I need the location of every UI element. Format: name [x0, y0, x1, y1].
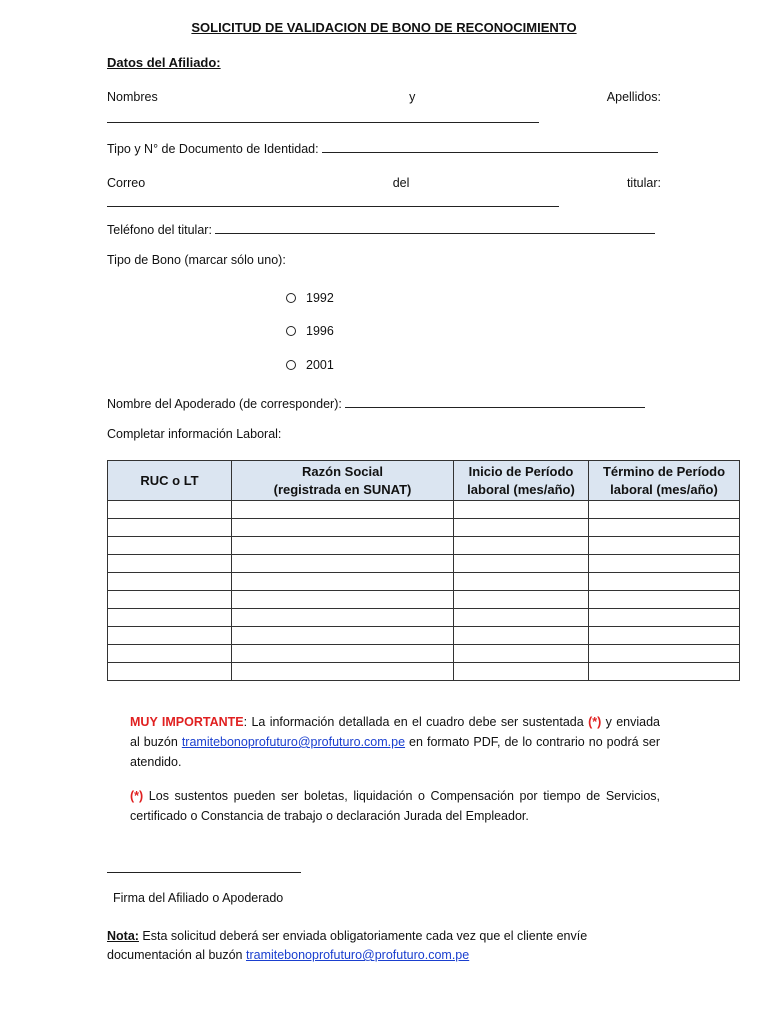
radio-circle-icon[interactable]	[286, 293, 296, 303]
header-termino-periodo: Término de Período laboral (mes/año)	[589, 461, 740, 501]
table-cell[interactable]	[232, 537, 454, 555]
table-cell[interactable]	[454, 519, 589, 537]
support-marker: (*)	[130, 789, 144, 803]
table-cell[interactable]	[232, 573, 454, 591]
bond-option-label: 1992	[306, 291, 334, 305]
footer-note: Nota: Esta solicitud deberá ser enviada obligatoriamente cada vez que el cliente envíe documentación al buzón tramitebonoprofuturo@profuturo.com.pe	[107, 929, 588, 962]
attorney-label: Nombre del Apoderado (de corresponder):	[107, 397, 342, 411]
document-row	[107, 142, 658, 156]
names-field[interactable]	[107, 122, 539, 123]
table-cell[interactable]	[589, 609, 740, 627]
table-cell[interactable]	[454, 609, 589, 627]
header-ruc: RUC o LT	[108, 461, 232, 501]
table-row	[108, 627, 740, 645]
table-body	[108, 501, 740, 681]
table-cell[interactable]	[108, 555, 232, 573]
names-label: Nombres	[107, 90, 158, 104]
email-link[interactable]: tramitebonoprofuturo@profuturo.com.pe	[181, 735, 406, 749]
table-row	[108, 501, 740, 519]
table-cell[interactable]	[589, 555, 740, 573]
table-row	[108, 609, 740, 627]
email-connector: del	[392, 176, 410, 190]
table-cell[interactable]	[589, 573, 740, 591]
important-note: MUY IMPORTANTE: La información detallada en el cuadro debe ser sustentada (*) y enviada al buzón tramitebonoprofuturo@profuturo.com.pe en formato PDF, de lo contrario no podrá ser atendido.	[130, 715, 661, 769]
signature-label: Firma del Afiliado o Apoderado	[113, 891, 284, 905]
table-cell[interactable]	[589, 627, 740, 645]
table-cell[interactable]	[589, 537, 740, 555]
email-row	[107, 176, 661, 190]
labor-info-label: Completar información Laboral:	[107, 427, 282, 441]
table-row	[108, 645, 740, 663]
important-label: MUY IMPORTANTE	[130, 715, 244, 729]
table-cell[interactable]	[108, 645, 232, 663]
support-note: (*) Los sustentos pueden ser boletas, liquidación o Compensación por tiempo de Servicios, certificado o Constancia de trabajo o declaración Jurada del Empleador.	[130, 789, 660, 823]
table-cell[interactable]	[108, 519, 232, 537]
table-cell[interactable]	[589, 663, 740, 681]
table-cell[interactable]	[454, 573, 589, 591]
table-cell[interactable]	[108, 501, 232, 519]
table-row	[108, 573, 740, 591]
form-title: SOLICITUD DE VALIDACION DE BONO DE RECONOCIMIENTO	[191, 20, 577, 35]
labor-table	[107, 460, 740, 681]
table-cell[interactable]	[454, 501, 589, 519]
bond-option-label: 1996	[306, 324, 334, 338]
email-titular-label: titular:	[626, 176, 661, 190]
bond-option-1996[interactable]	[286, 324, 334, 338]
bond-option-label: 2001	[306, 358, 334, 372]
header-inicio-periodo: Inicio de Período laboral (mes/año)	[454, 461, 589, 501]
table-row	[108, 537, 740, 555]
table-row	[108, 663, 740, 681]
names-row	[107, 90, 661, 104]
table-cell[interactable]	[108, 573, 232, 591]
footer-email-link[interactable]: tramitebonoprofuturo@profuturo.com.pe	[245, 948, 470, 962]
section-affiliate-heading: Datos del Afiliado:	[107, 55, 221, 70]
table-cell[interactable]	[589, 645, 740, 663]
table-cell[interactable]	[454, 627, 589, 645]
table-cell[interactable]	[454, 537, 589, 555]
table-cell[interactable]	[232, 501, 454, 519]
names-connector: y	[409, 90, 416, 104]
table-cell[interactable]	[108, 663, 232, 681]
bond-option-2001[interactable]	[286, 358, 334, 372]
document-field[interactable]	[322, 142, 658, 153]
email-field[interactable]	[107, 206, 559, 207]
table-row	[108, 519, 740, 537]
bond-type-label: Tipo de Bono (marcar sólo uno):	[107, 253, 286, 267]
table-cell[interactable]	[108, 537, 232, 555]
table-cell[interactable]	[108, 591, 232, 609]
phone-row	[107, 223, 655, 237]
table-cell[interactable]	[108, 609, 232, 627]
table-cell[interactable]	[454, 663, 589, 681]
document-label: Tipo y N° de Documento de Identidad:	[107, 142, 319, 156]
phone-label: Teléfono del titular:	[107, 223, 212, 237]
table-cell[interactable]	[232, 555, 454, 573]
table-cell[interactable]	[454, 645, 589, 663]
table-cell[interactable]	[589, 591, 740, 609]
email-label: Correo	[107, 176, 146, 190]
attorney-field[interactable]	[345, 397, 645, 408]
table-row	[108, 591, 740, 609]
table-cell[interactable]	[108, 627, 232, 645]
table-cell[interactable]	[232, 627, 454, 645]
table-cell[interactable]	[589, 501, 740, 519]
header-razon-social: Razón Social (registrada en SUNAT)	[232, 461, 454, 501]
table-row	[108, 555, 740, 573]
attorney-row	[107, 397, 645, 411]
important-marker: (*)	[588, 715, 602, 729]
table-cell[interactable]	[454, 591, 589, 609]
table-cell[interactable]	[232, 519, 454, 537]
bond-option-1992[interactable]	[286, 291, 334, 305]
table-cell[interactable]	[232, 591, 454, 609]
radio-circle-icon[interactable]	[286, 360, 296, 370]
phone-field[interactable]	[215, 223, 655, 234]
table-cell[interactable]	[232, 645, 454, 663]
radio-circle-icon[interactable]	[286, 326, 296, 336]
table-cell[interactable]	[589, 519, 740, 537]
table-cell[interactable]	[454, 555, 589, 573]
table-cell[interactable]	[232, 663, 454, 681]
signature-line[interactable]	[107, 872, 301, 873]
table-header-row	[108, 461, 740, 501]
surnames-label: Apellidos:	[606, 90, 661, 104]
table-cell[interactable]	[232, 609, 454, 627]
note-label: Nota:	[107, 929, 139, 943]
